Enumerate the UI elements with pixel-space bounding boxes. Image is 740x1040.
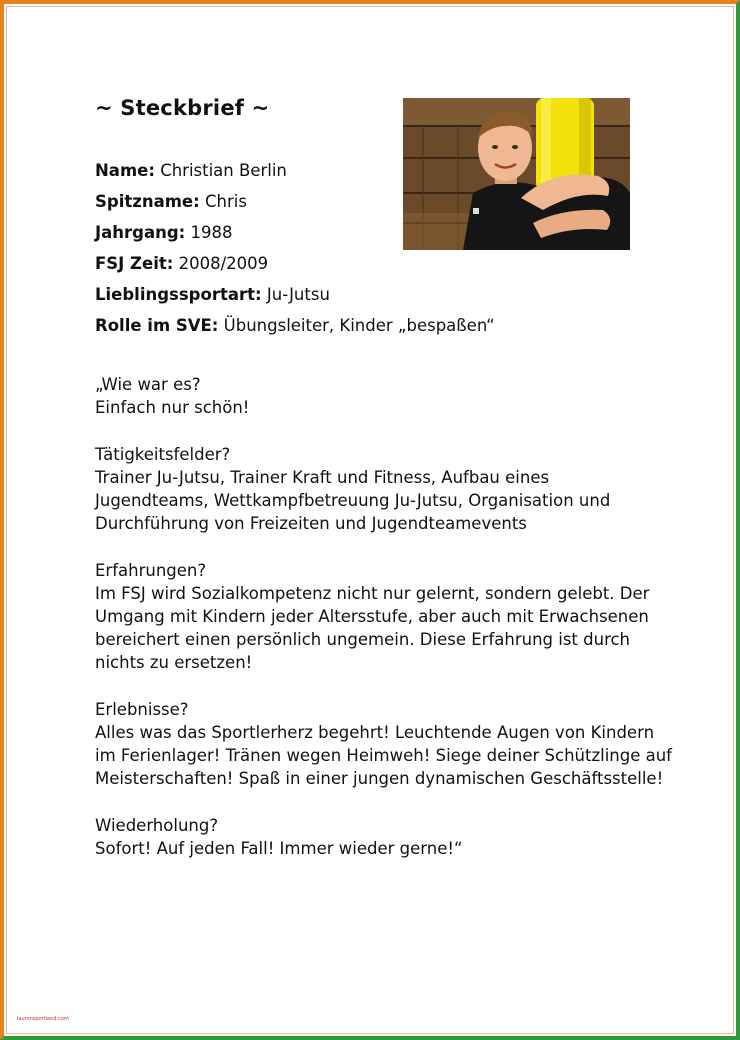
- text-line: Erlebnisse?: [95, 699, 189, 719]
- text-line: Umgang mit Kindern jeder Altersstufe, aber auch mit Erwachsenen: [95, 607, 649, 626]
- text-line: Meisterschaften! Spaß in einer jungen dynamischen Geschäftsstelle!: [95, 769, 664, 789]
- profile-value: Ju-Jutsu: [266, 285, 330, 304]
- profile-row-favorite-sport: [95, 279, 595, 310]
- text-line: Sofort! Auf jeden Fall! Immer wieder gerne!“: [95, 839, 463, 858]
- text-line: Erfahrungen?: [95, 560, 207, 580]
- section-activities: [95, 443, 675, 536]
- text-line: Alles was das Sportlerherz begehrt! Leuchtende Augen von Kindern: [95, 723, 655, 742]
- text-line: bereichert einen persönlich ungemein. Diese Erfahrung ist durch: [95, 630, 631, 650]
- portrait-photo-illustration: [403, 98, 630, 250]
- profile-value: 1988: [190, 223, 233, 242]
- text-line: Trainer Ju-Jutsu, Trainer Kraft und Fitness, Aufbau eines: [95, 467, 550, 487]
- interview-text: [95, 373, 675, 883]
- profile-key: Rolle im SVE:: [95, 316, 219, 335]
- text-line: „Wie war es?: [95, 375, 201, 394]
- profile-key: FSJ Zeit:: [95, 254, 174, 273]
- text-line: Einfach nur schön!: [95, 398, 250, 418]
- text-line: Durchführung von Freizeiten und Jugendteamevents: [95, 514, 527, 534]
- text-line: im Ferienlager! Tränen wegen Heimweh! Siege deiner Schützlinge auf: [95, 746, 672, 766]
- profile-key: Spitzname:: [95, 192, 200, 211]
- section-highlights: [95, 698, 675, 791]
- portrait-photo: [403, 98, 630, 250]
- profile-key: Jahrgang:: [95, 223, 186, 242]
- page-title: ~ Steckbrief ~: [95, 96, 270, 120]
- text-line: Im FSJ wird Sozialkompetenz nicht nur gelernt, sondern gelebt. Der: [95, 583, 650, 603]
- profile-row-fsj-time: [95, 248, 595, 279]
- profile-value: Übungsleiter, Kinder „bespaßen“: [223, 316, 495, 335]
- profile-value: Christian Berlin: [160, 161, 287, 180]
- text-line: nichts zu ersetzen!: [95, 653, 253, 673]
- section-how-was-it: [95, 373, 675, 419]
- profile-value: Chris: [204, 192, 247, 211]
- section-experiences: [95, 559, 675, 675]
- section-repeat: [95, 814, 675, 860]
- profile-value: 2008/2009: [178, 254, 269, 273]
- profile-key: Lieblingssportart:: [95, 285, 262, 304]
- text-line: Wiederholung?: [95, 815, 219, 835]
- watermark: lauronsportland.com: [17, 1016, 69, 1022]
- text-line: Jugendteams, Wettkampfbetreuung Ju-Jutsu, Organisation und: [95, 491, 611, 510]
- profile-key: Name:: [95, 161, 155, 180]
- text-line: Tätigkeitsfelder?: [95, 444, 231, 464]
- profile-row-role: [95, 310, 595, 341]
